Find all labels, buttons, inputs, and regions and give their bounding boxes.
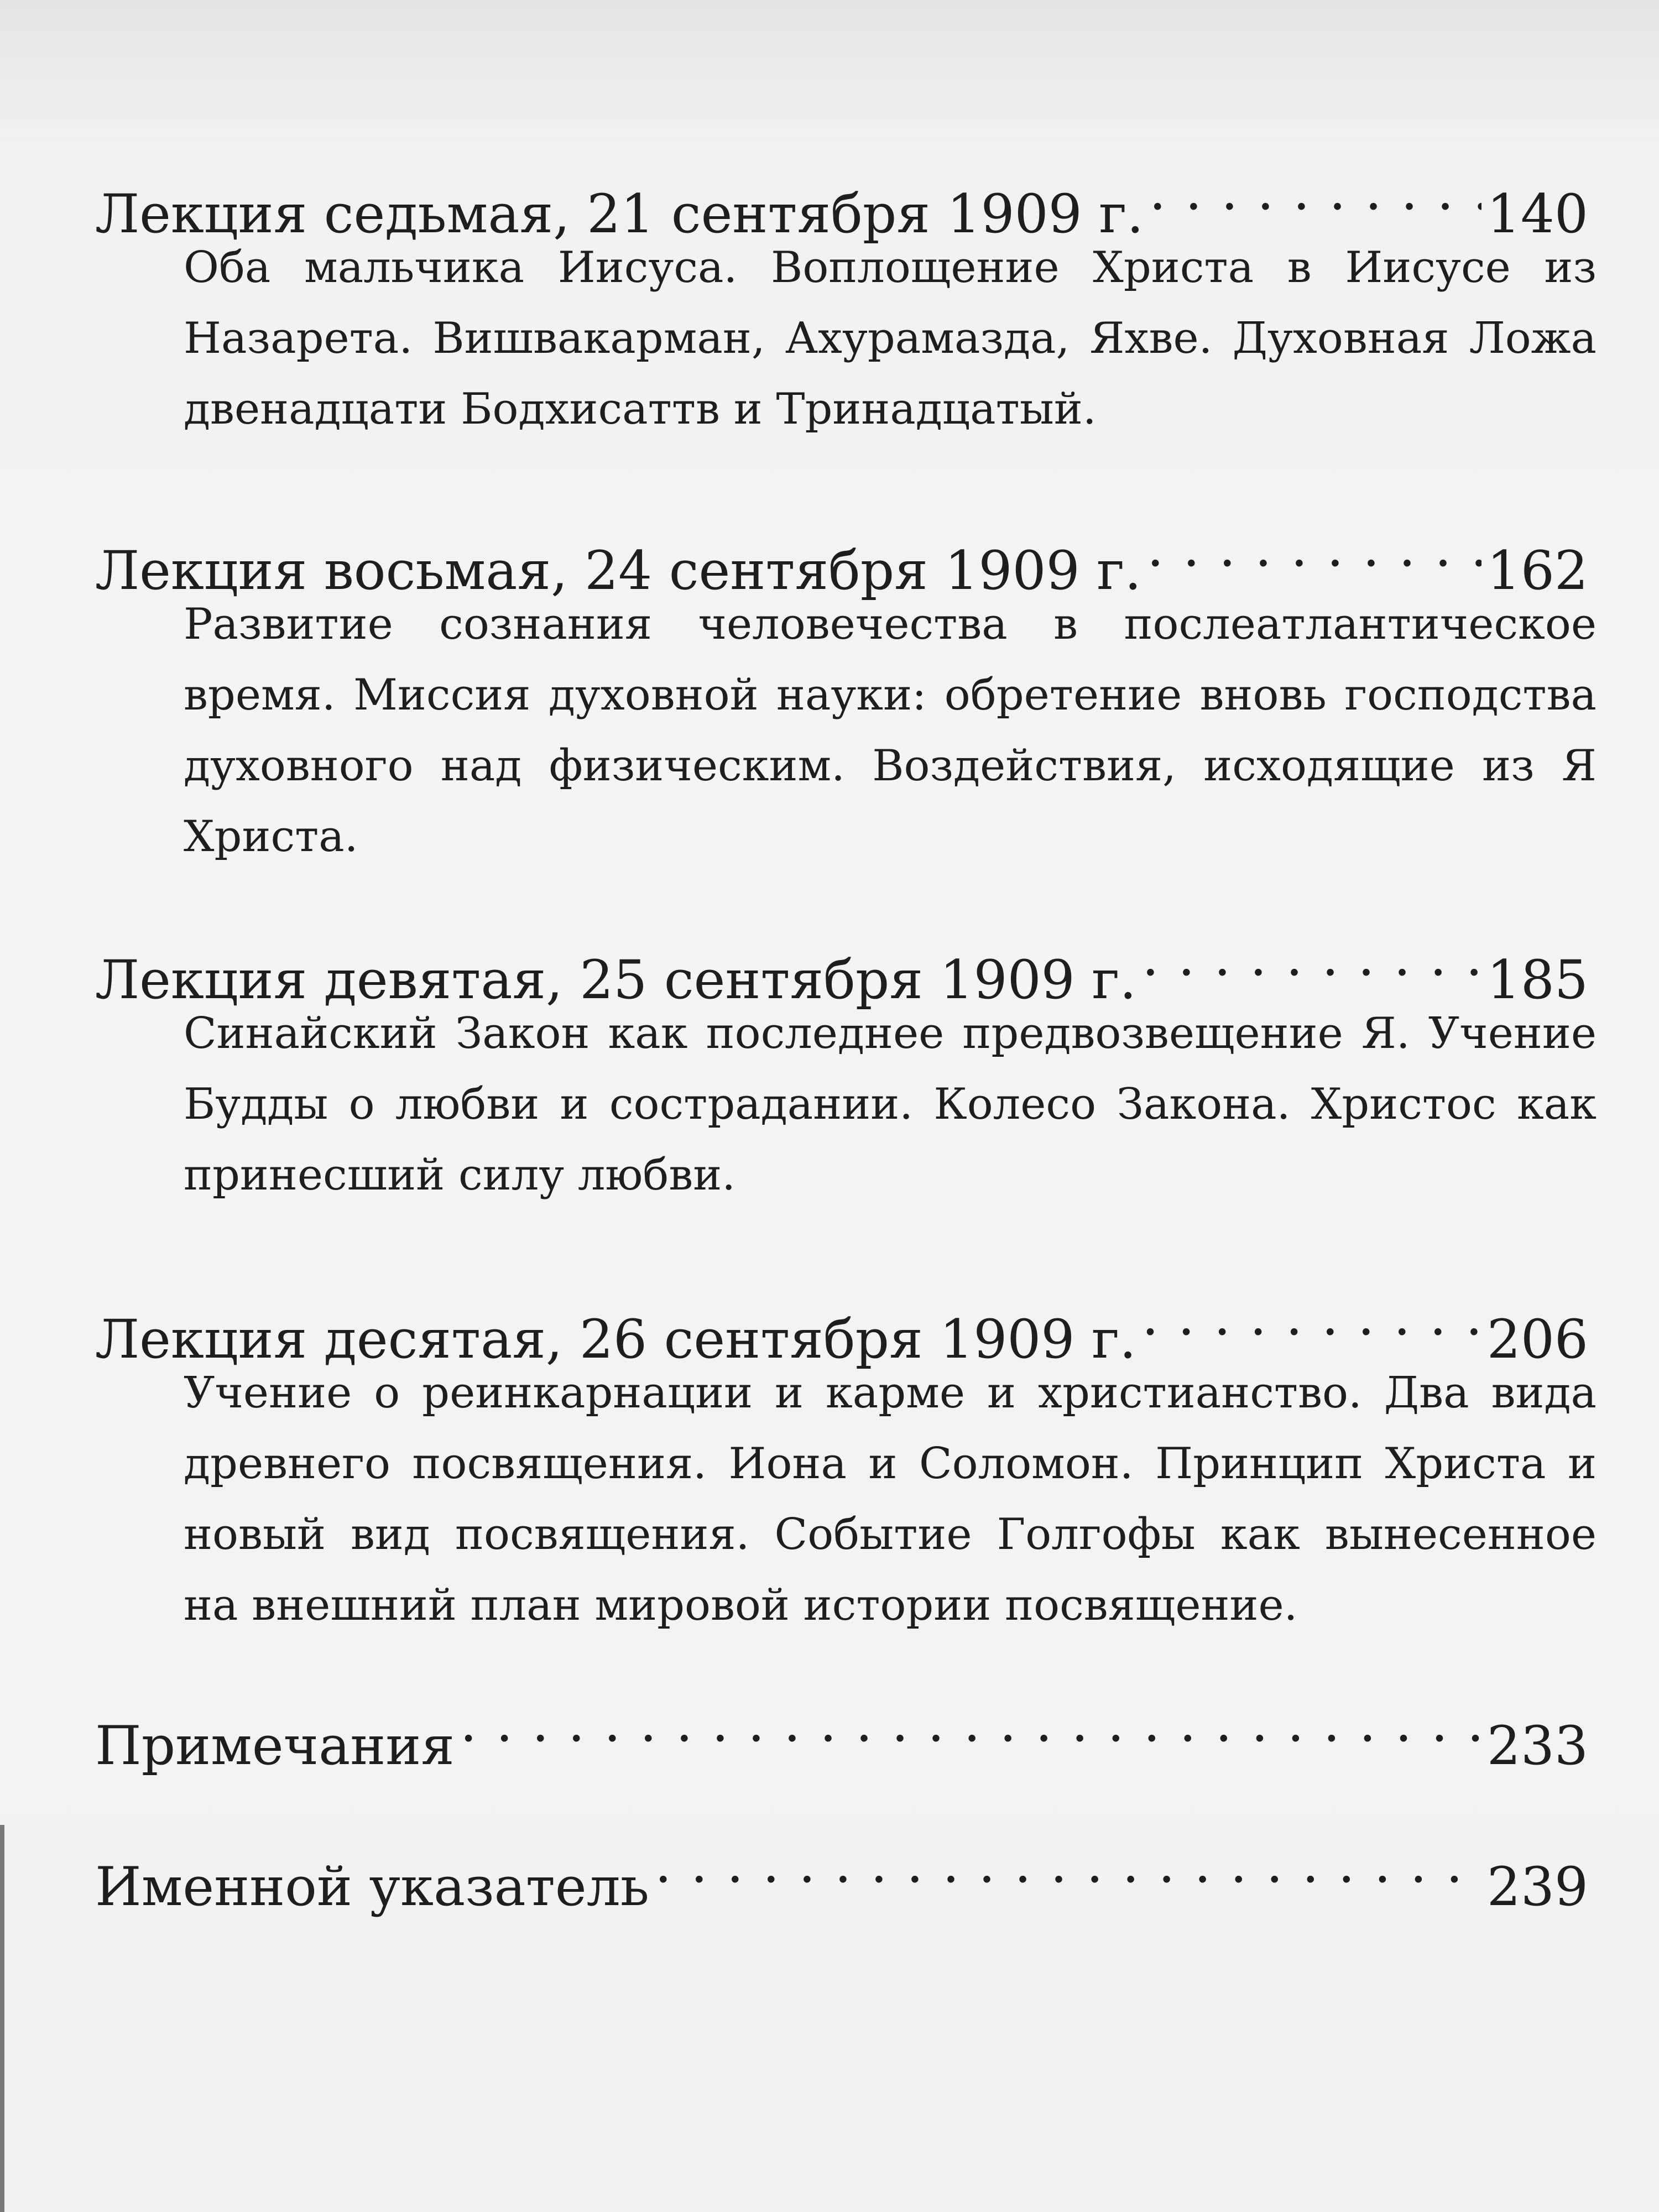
dot-leader	[1142, 915, 1481, 998]
toc-entry-page-number: 162	[1486, 540, 1588, 602]
toc-entry-description: Развитие сознания человечества в послеатлантическое время. Миссия духовной науки: обретение вновь господства духовного над физическим. Воздействия, исходящие из Я Христа.	[184, 599, 1597, 862]
toc-entry-title: Лекция восьмая, 24 сентября 1909 г.	[95, 540, 1141, 602]
toc-entry-title: Лекция девятая, 25 сентября 1909 г.	[95, 949, 1137, 1011]
toc-entry-page-number: 239	[1486, 1856, 1588, 1918]
toc-entry-lecture-10	[95, 1275, 1597, 1641]
toc-entry-notes	[95, 1681, 1588, 1777]
toc-entry-heading	[95, 1275, 1588, 1370]
toc-entry-title: Примечания	[95, 1715, 455, 1777]
toc-entry-page-number: 206	[1486, 1308, 1588, 1370]
toc-entry-heading	[95, 1822, 1588, 1918]
dot-leader	[1147, 506, 1481, 589]
toc-entry-heading	[95, 149, 1588, 245]
toc-entry-title: Именной указатель	[95, 1856, 649, 1918]
toc-entry-page-number: 140	[1486, 183, 1588, 245]
toc-entry-lecture-8	[95, 506, 1597, 872]
toc-entry-description: Синайский Закон как последнее предвозвещение Я. Учение Будды о любви и сострадании. Колесо Закона. Христос как принесший силу любви.	[184, 1009, 1597, 1200]
toc-entry-lecture-9	[95, 915, 1597, 1211]
dot-leader	[460, 1681, 1481, 1764]
dot-leader	[1149, 149, 1481, 232]
toc-entry-page-number: 185	[1486, 949, 1588, 1011]
toc-entry-description: Учение о реинкарнации и карме и христианство. Два вида древнего посвящения. Иона и Соломон. Принцип Христа и новый вид посвящения. Событие Голгофы как вынесенное на внешний план мировой истории посвящение.	[184, 1368, 1597, 1630]
toc-entry-lecture-7	[95, 149, 1597, 445]
dot-leader	[1142, 1275, 1481, 1358]
toc-entry-heading	[95, 915, 1588, 1011]
toc-entry-title: Лекция десятая, 26 сентября 1909 г.	[95, 1308, 1136, 1370]
toc-entry-description: Оба мальчика Иисуса. Воплощение Христа в Иисусе из Назарета. Вишвакарман, Ахурамазда, Яхве. Духовная Ложа двенадцати Бодхисаттв и Тринадцатый.	[184, 243, 1597, 434]
dot-leader	[655, 1822, 1481, 1905]
toc-entry-page-number: 233	[1486, 1715, 1588, 1777]
toc-entry-heading	[95, 1681, 1588, 1777]
toc-entry-name-index	[95, 1822, 1588, 1918]
page-edge-shadow	[0, 1825, 4, 2212]
toc-entry-heading	[95, 506, 1588, 602]
toc-entry-title: Лекция седьмая, 21 сентября 1909 г.	[95, 183, 1144, 245]
